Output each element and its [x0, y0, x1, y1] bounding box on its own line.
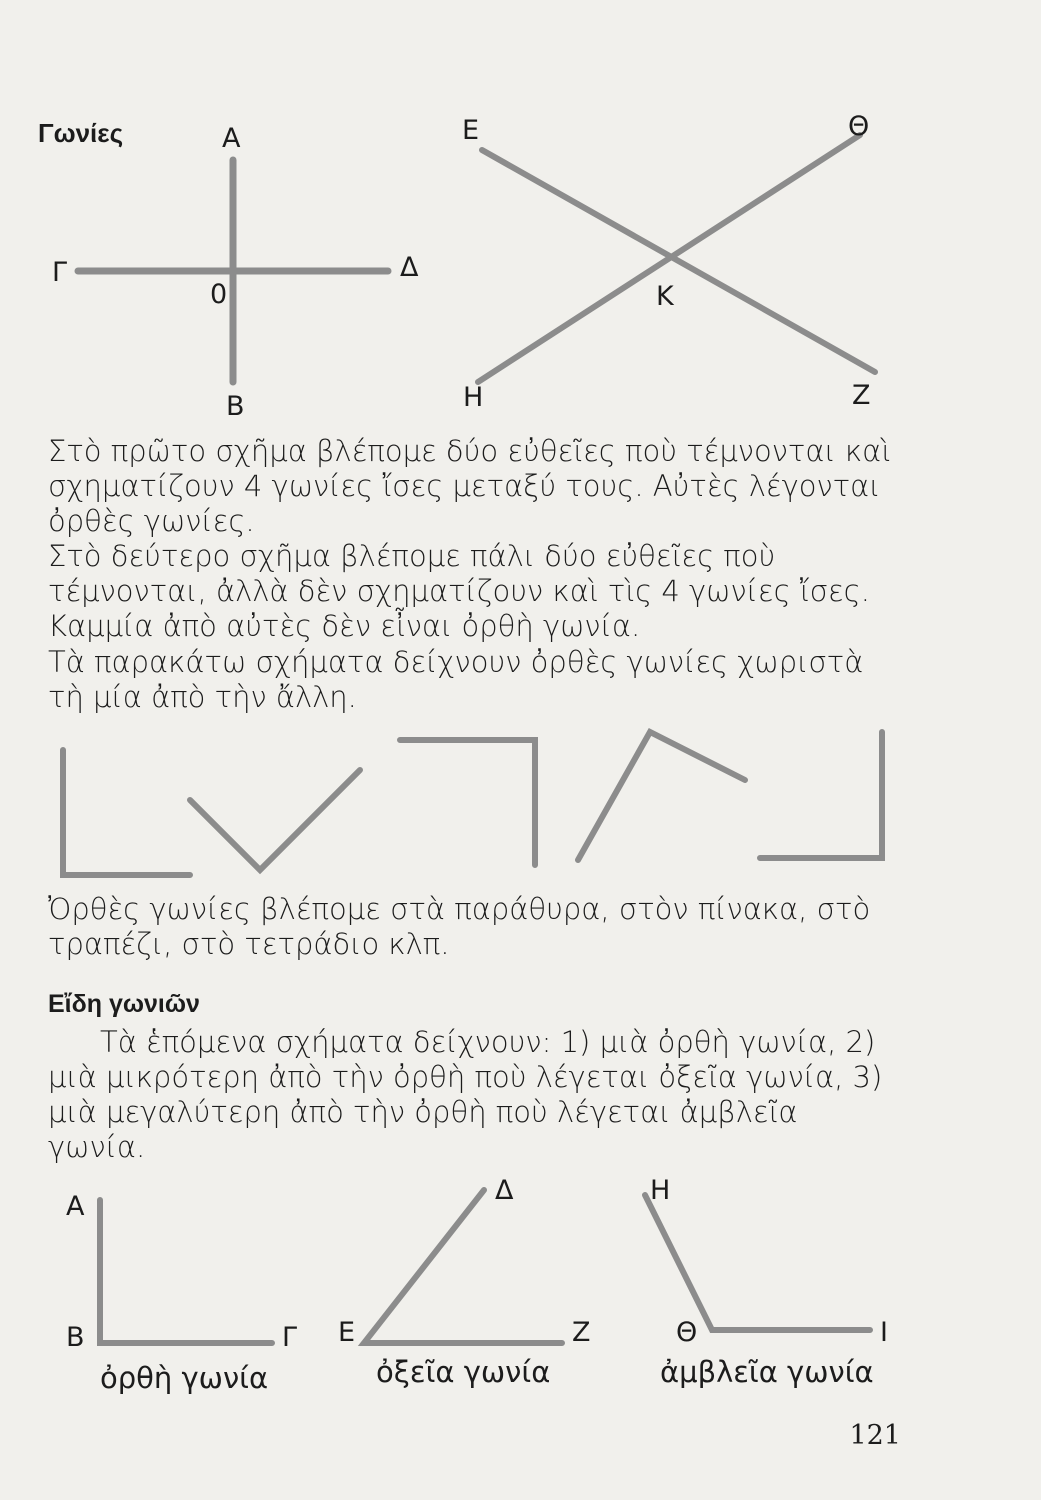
- label-angle3-I: Ι: [880, 1317, 888, 1348]
- paragraph-3: Τὰ παρακάτω σχήματα δείχνουν ὀρθὲς γωνίες χωριστὰ τὴ μία ἀπὸ τὴν ἄλλη.: [48, 645, 864, 714]
- acute-angle-DEZ: [364, 1190, 562, 1343]
- right-angle-ABG: [100, 1200, 272, 1343]
- caption-right-angle: ὀρθὴ γωνία: [100, 1361, 269, 1395]
- label-B: Β: [226, 391, 245, 422]
- right-angle-5: [760, 732, 882, 858]
- label-D: Δ: [400, 252, 419, 283]
- label-G: Γ: [52, 257, 68, 288]
- paragraph-1: Στὸ πρῶτο σχῆμα βλέπομε δύο εὐθεῖες ποὺ τέμνονται καὶ σχηματίζουν 4 γωνίες ἴσες μεταξύ τους. Αὐτὲς λέγονται ὀρθὲς γωνίες.: [48, 434, 892, 538]
- label-TH: Θ: [848, 111, 870, 142]
- label-angle1-G: Γ: [282, 1322, 298, 1353]
- figure-perpendicular-lines: [0, 0, 1041, 420]
- subsection-title: Εἴδη γωνιῶν: [48, 990, 200, 1018]
- label-Z: Ζ: [852, 380, 871, 411]
- obtuse-angle-HTHI: [645, 1195, 870, 1330]
- caption-acute-angle: ὀξεῖα γωνία: [376, 1355, 551, 1389]
- right-angle-1: [63, 750, 190, 875]
- label-E: Ε: [462, 115, 480, 146]
- label-angle2-Z: Ζ: [572, 1317, 591, 1348]
- label-H: Η: [463, 382, 484, 413]
- label-angle2-D: Δ: [495, 1175, 514, 1206]
- caption-obtuse-angle: ἀμβλεῖα γωνία: [660, 1355, 874, 1389]
- label-angle2-E: Ε: [338, 1317, 356, 1348]
- label-angle3-H: Η: [650, 1175, 671, 1206]
- paragraph-4: Ὀρθὲς γωνίες βλέπομε στὰ παράθυρα, στὸν πίνακα, στὸ τραπέζι, στὸ τετράδιο κλπ.: [48, 892, 871, 961]
- right-angle-4: [578, 732, 745, 860]
- label-K: Κ: [656, 281, 674, 312]
- paragraph-2: Στὸ δεύτερο σχῆμα βλέπομε πάλι δύο εὐθεῖες ποὺ τέμνονται, ἀλλὰ δὲν σχηματίζουν καὶ τὶς 4 γωνίες ἴσες. Καμμία ἀπὸ αὐτὲς δὲν εἶναι ὀρθὴ γωνία.: [48, 539, 870, 643]
- types-paragraph: Τὰ ἑπόμενα σχήματα δείχνουν: 1) μιὰ ὀρθὴ γωνία, 2) μιὰ μικρότερη ἀπὸ τὴν ὀρθὴ ποὺ λέγεται ὀξεῖα γωνία, 3) μιὰ μεγαλύτερη ἀπὸ τὴν ὀρθὴ ποὺ λέγεται ἀμβλεῖα γωνία.: [48, 1025, 883, 1164]
- page-number: 121: [849, 1420, 901, 1451]
- label-angle3-TH: Θ: [676, 1317, 698, 1348]
- label-A: Α: [222, 123, 241, 154]
- right-angle-2: [190, 770, 360, 870]
- right-angle-3: [400, 740, 535, 865]
- figure-right-angles: [0, 720, 1041, 890]
- label-angle1-B: Β: [66, 1322, 85, 1353]
- label-O: 0: [210, 279, 228, 310]
- label-angle1-A: Α: [66, 1191, 85, 1222]
- section-title: Γωνίες: [38, 118, 124, 148]
